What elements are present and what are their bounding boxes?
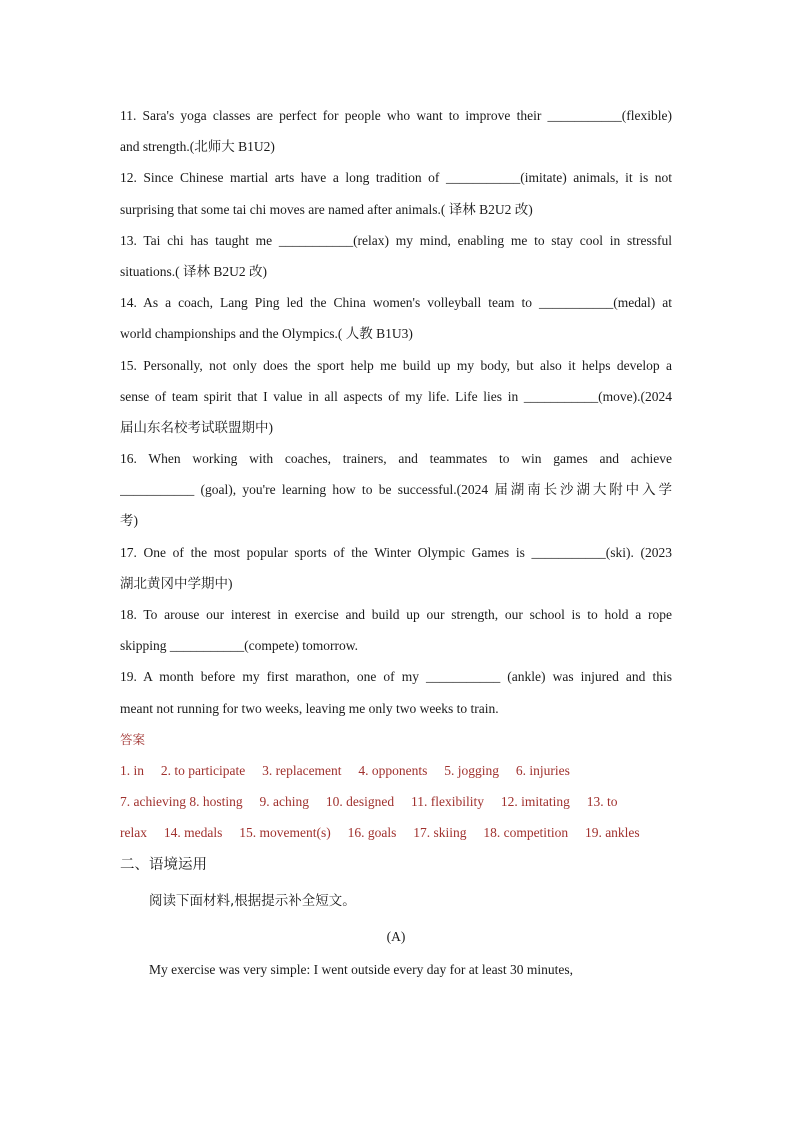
question-line: 12. Since Chinese martial arts have a long tradition of ___________(imitate) animals, it is not (120, 170, 672, 186)
question-line: 19. A month before my first marathon, one of my ___________ (ankle) was injured and this (120, 669, 672, 685)
section-title: 二、语境运用 (120, 856, 207, 873)
question-line: sense of team spirit that I value in all aspects of my life. Life lies in ___________(move).(2024 (120, 388, 672, 404)
question-item (120, 443, 672, 537)
question-line: 13. Tai chi has taught me ___________(relax) my mind, enabling me to stay cool in stressful (120, 232, 672, 248)
question-line: surprising that some tai chi moves are named after animals.( 译林 B2U2 改) (120, 201, 533, 217)
question-line: situations.( 译林 B2U2 改) (120, 263, 267, 279)
question-item (120, 350, 672, 444)
answer-list (120, 755, 672, 849)
question-line: 18. To arouse our interest in exercise and build up our strength, our school is to hold a rope (120, 607, 672, 622)
passage-label: (A) (386, 928, 406, 944)
question-item (120, 661, 672, 723)
question-line: 15. Personally, not only does the sport help me build up my body, but also it helps develop a (120, 357, 672, 373)
question-line: skipping ___________(compete) tomorrow. (120, 638, 358, 654)
question-line: 14. As a coach, Lang Ping led the China women's volleyball team to ___________(medal) at (120, 295, 672, 311)
answers-heading: 答案 (120, 731, 146, 747)
question-line: meant not running for two weeks, leaving me only two weeks to train. (120, 700, 499, 716)
answer-line: 7. achieving 8. hosting 9. aching 10. designed 11. flexibility 12. imitating 13. to (120, 794, 618, 810)
section-instruction: 阅读下面材料,根据提示补全短文。 (149, 892, 356, 909)
question-line: and strength.(北师大 B1U2) (120, 139, 275, 155)
question-item (120, 225, 672, 287)
question-line: 考) (120, 513, 138, 529)
question-item (120, 599, 672, 661)
question-line: 湖北黄冈中学期中) (120, 575, 233, 591)
question-item (120, 287, 672, 349)
question-item (120, 162, 672, 224)
question-item (120, 537, 672, 599)
worksheet-page (120, 100, 672, 985)
answer-line: 1. in 2. to participate 3. replacement 4. opponents 5. jogging 6. injuries (120, 762, 570, 778)
question-line: 届山东名校考试联盟期中) (120, 419, 273, 435)
question-line: 16. When working with coaches, trainers, and teammates to win games and achieve (120, 451, 672, 467)
question-list (120, 100, 672, 724)
question-line: 17. One of the most popular sports of the Winter Olympic Games is ___________(ski). (2023 (120, 544, 672, 560)
question-line: world championships and the Olympics.( 人教 B1U3) (120, 326, 413, 342)
answer-line: relax 14. medals 15. movement(s) 16. goals 17. skiing 18. competition 19. ankles (120, 825, 640, 841)
passage-first-line: My exercise was very simple: I went outside every day for at least 30 minutes, (149, 961, 574, 977)
question-item (120, 100, 672, 162)
question-line: 11. Sara's yoga classes are perfect for people who want to improve their ___________(flexible) (120, 108, 672, 123)
question-line: ___________ (goal), you're learning how to be successful.(2024 届湖南长沙湖大附中入学 (120, 482, 672, 498)
